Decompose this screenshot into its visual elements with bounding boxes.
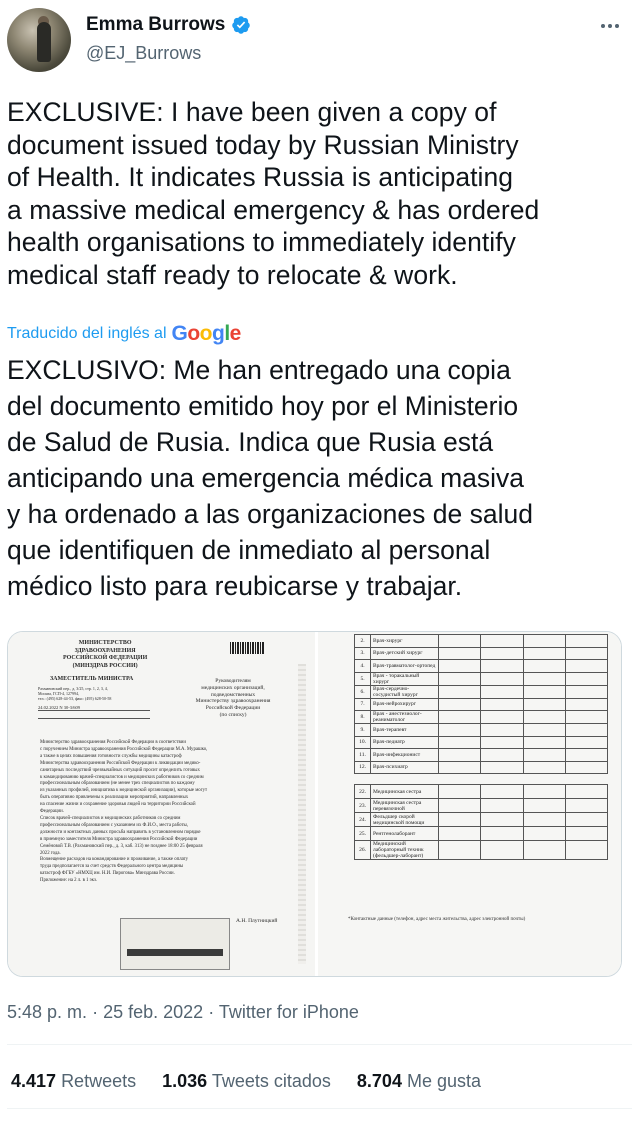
- staff-row-cell: [481, 685, 523, 698]
- staff-row-cell: [481, 785, 523, 799]
- staff-row-role: Медицинская сестра перевязочной: [371, 799, 439, 813]
- staff-row-role: Медицинская сестра: [371, 785, 439, 799]
- staff-row: [355, 761, 608, 774]
- tweet-date[interactable]: 25 feb. 2022: [103, 1002, 204, 1022]
- staff-row-cell: [523, 749, 565, 762]
- staff-row-cell: [523, 813, 565, 827]
- staff-row: [355, 635, 608, 648]
- staff-row-cell: [439, 813, 481, 827]
- staff-row-cell: [439, 724, 481, 737]
- likes-label: Me gusta: [406, 1071, 482, 1091]
- staff-row-cell: [523, 799, 565, 813]
- staff-row-cell: [481, 813, 523, 827]
- staff-table-gap-cell: [355, 774, 608, 785]
- staff-row: [355, 698, 608, 711]
- more-dot: [601, 24, 605, 28]
- staff-row-cell: [439, 736, 481, 749]
- doc-rule: [38, 718, 150, 719]
- staff-row-cell: [481, 647, 523, 660]
- staff-row: [355, 711, 608, 724]
- staff-row-cell: [523, 841, 565, 860]
- translation-text: EXCLUSIVO: Me han entregado una copia del documento emitido hoy por el Ministerio de Salud de Rusia. Indica que Rusia está anticipando una emergencia médica masiva y ha ordenado a las organizaciones de salud que identifiquen de inmediato al personal médico listo para reubicarse y trabajar.: [7, 355, 533, 601]
- staff-row-role: Фельдшер скорой медицинской помощи: [371, 813, 439, 827]
- doc-body: Министерство здравоохранения Российской Федерации в соответствии с поручением Министра здравоохранения Российской Федерации М.А. Мурашко, а также в целях повышения готовности службы медицины катастроф Министерства здравоохранения Российской Федерации к ликвидации медико- санитарных последствий чрезвычайных ситуаций просит определить готовых к командированию врачей-специалистов и медицинских работников со средним профессиональным образованием (не менее трех специалистов по каждому из указанных профилей, инициатива к медицинской организации), которые могут быть оперативно привлечены к реализации мероприятий, направленных на спасение жизни и сохранение здоровья людей на территории Российской Федерации. Список врачей-специалистов и медицинских работников со средним профессиональным образованием с указанием их Ф.И.О., места работы, должности и контактных данных просьба направить в установленном порядке в приемную заместителя Министра здравоохранения Российской Федерации Семёновой Т.В. (Рахмановский пер., д. 3, каб. 313) не позднее 18:00 25 февраля 2022 года. Возмещение расходов на командирование и проживание, а также оплату труда предполагается за счет средств Федерального центра медицины катастроф ФГБУ «НМХЦ им. Н.И. Пирогова» Минздрава России. Приложение: на 2 л. в 1 экз.: [40, 740, 208, 884]
- staff-row-number: 5.: [355, 672, 371, 685]
- staff-row-cell: [439, 672, 481, 685]
- quote-tweets-label: Tweets citados: [211, 1071, 331, 1091]
- staff-row-role: Врач-психиатр: [371, 761, 439, 774]
- quote-tweets-stat[interactable]: [162, 1071, 331, 1092]
- divider: [7, 1044, 632, 1045]
- staff-row: [355, 799, 608, 813]
- staff-row-cell: [565, 711, 607, 724]
- doc-footnote: *Контактные данные (телефон, адрес места жительства, адрес электронной почты): [348, 917, 526, 922]
- staff-row-cell: [565, 736, 607, 749]
- staff-row-cell: [565, 761, 607, 774]
- stamp-bar: [127, 949, 223, 956]
- tweet-header: [0, 0, 632, 80]
- staff-row: [355, 813, 608, 827]
- staff-row-cell: [481, 635, 523, 648]
- doc-address: Рахмановский пер., д. 3/25, стр. 1, 2, 3, 4, Москва, ГСП-4, 127994, тел.: (495) 628-44-53, факс: (495) 628-50-58: [38, 686, 112, 701]
- staff-row-cell: [439, 799, 481, 813]
- more-options-icon[interactable]: [598, 14, 622, 38]
- retweets-count: 4.417: [11, 1071, 57, 1091]
- staff-row: [355, 736, 608, 749]
- avatar[interactable]: [7, 8, 71, 72]
- display-name[interactable]: Emma Burrows: [86, 14, 226, 35]
- staff-row: [355, 749, 608, 762]
- staff-row-cell: [481, 761, 523, 774]
- staff-row-cell: [523, 785, 565, 799]
- google-logo: Google: [171, 322, 241, 345]
- tweet-media[interactable]: [7, 631, 622, 977]
- staff-row-cell: [565, 647, 607, 660]
- tweet-text: EXCLUSIVE: I have been given a copy of document issued today by Russian Ministry of Health. It indicates Russia is anticipating a massive medical emergency & has ordered health organisations to immediately identify medical staff ready to relocate & work.: [7, 97, 540, 290]
- staff-row-cell: [481, 698, 523, 711]
- staff-table-gap: [355, 774, 608, 785]
- barcode-icon: [230, 642, 264, 654]
- doc-letterhead: МИНИСТЕРСТВО ЗДРАВООХРАНЕНИЯ РОССИЙСКОЙ ФЕДЕРАЦИИ (МИНЗДРАВ РОССИИ): [63, 640, 148, 669]
- more-dot: [615, 24, 619, 28]
- staff-row-cell: [439, 685, 481, 698]
- staff-row-role: Врач-инфекционист: [371, 749, 439, 762]
- staff-row-cell: [523, 660, 565, 673]
- staff-row-cell: [439, 660, 481, 673]
- staff-row-role: Врач-нейрохирург: [371, 698, 439, 711]
- staff-row-cell: [565, 635, 607, 648]
- staff-row-role: Врач - торакальный хирург: [371, 672, 439, 685]
- meta-separator: ·: [92, 1002, 99, 1022]
- staff-row-number: 23.: [355, 799, 371, 813]
- staff-row-cell: [565, 749, 607, 762]
- staff-row-number: 24.: [355, 813, 371, 827]
- staff-row-number: 22.: [355, 785, 371, 799]
- doc-recipient: Руководителям медицинских организаций, подведомственных Министерству здравоохранения Российской Федерации (по списку): [195, 678, 271, 718]
- staff-row-cell: [481, 799, 523, 813]
- staff-row-number: 11.: [355, 749, 371, 762]
- staff-row-number: 26.: [355, 841, 371, 860]
- staff-row-role: Врач-терапевт: [371, 724, 439, 737]
- staff-row-number: 6.: [355, 685, 371, 698]
- staff-row-cell: [523, 736, 565, 749]
- staff-row-cell: [523, 711, 565, 724]
- staff-row-cell: [565, 660, 607, 673]
- staff-row-number: 10.: [355, 736, 371, 749]
- likes-count: 8.704: [356, 1071, 402, 1091]
- name-row: [86, 14, 251, 36]
- tweet-time[interactable]: 5:48 p. m.: [7, 1002, 88, 1022]
- staff-row-number: 9.: [355, 724, 371, 737]
- staff-row-cell: [523, 685, 565, 698]
- staff-row-role: Врач-сердечно-сосудистый хирург: [371, 685, 439, 698]
- staff-row-cell: [439, 698, 481, 711]
- staff-row-cell: [439, 749, 481, 762]
- staff-row-cell: [481, 841, 523, 860]
- staff-row-cell: [565, 785, 607, 799]
- page-edge: [298, 664, 306, 964]
- staff-row-number: 4.: [355, 660, 371, 673]
- staff-row-cell: [523, 647, 565, 660]
- staff-row-cell: [523, 698, 565, 711]
- staff-row-cell: [481, 749, 523, 762]
- staff-row-cell: [481, 660, 523, 673]
- tweet-meta: [7, 1002, 359, 1023]
- staff-row-cell: [439, 761, 481, 774]
- staff-row-cell: [565, 841, 607, 860]
- staff-row: [355, 785, 608, 799]
- tweet-source[interactable]: Twitter for iPhone: [218, 1002, 359, 1022]
- staff-row: [355, 660, 608, 673]
- staff-row-cell: [565, 827, 607, 841]
- staff-row-cell: [565, 698, 607, 711]
- staff-row-cell: [565, 799, 607, 813]
- doc-stamp: [120, 918, 230, 970]
- staff-row-cell: [523, 827, 565, 841]
- doc-rule: [38, 710, 150, 711]
- staff-row-cell: [481, 736, 523, 749]
- staff-row-cell: [439, 647, 481, 660]
- staff-row-role: Врач-педиатр: [371, 736, 439, 749]
- staff-row-number: 7.: [355, 698, 371, 711]
- staff-row-cell: [439, 711, 481, 724]
- staff-row-role: Рентгенолаборант: [371, 827, 439, 841]
- meta-separator: ·: [208, 1002, 215, 1022]
- staff-row-role: Врач-травматолог-ортопед: [371, 660, 439, 673]
- doc-date-ref: 24.02.2022 N 30-3/609: [38, 705, 80, 710]
- likes-stat[interactable]: [357, 1071, 481, 1092]
- staff-row-cell: [481, 724, 523, 737]
- translated-label: Traducido del inglés al: [7, 325, 167, 342]
- staff-row-cell: [565, 813, 607, 827]
- document-page-1[interactable]: [8, 632, 318, 976]
- staff-row-cell: [439, 827, 481, 841]
- translated-by[interactable]: [7, 322, 241, 346]
- tweet-stats: [11, 1071, 481, 1092]
- staff-row-cell: [565, 685, 607, 698]
- staff-row-number: 8.: [355, 711, 371, 724]
- staff-row-cell: [565, 672, 607, 685]
- retweets-stat[interactable]: [11, 1071, 136, 1092]
- verified-badge-icon: [231, 15, 251, 35]
- document-page-2[interactable]: [318, 632, 621, 976]
- divider: [7, 1108, 632, 1109]
- staff-row: [355, 724, 608, 737]
- staff-row-number: 12.: [355, 761, 371, 774]
- staff-row-number: 3.: [355, 647, 371, 660]
- staff-row-cell: [481, 827, 523, 841]
- doc-signature: А.Н. Плутницкий: [236, 918, 278, 924]
- staff-row-number: 2.: [355, 635, 371, 648]
- staff-row: [355, 672, 608, 685]
- staff-row-cell: [523, 635, 565, 648]
- staff-row-cell: [523, 724, 565, 737]
- more-dot: [608, 24, 612, 28]
- staff-row-cell: [523, 672, 565, 685]
- avatar-figure: [37, 22, 51, 62]
- staff-row-cell: [439, 635, 481, 648]
- staff-row-role: Врач-детский хирург: [371, 647, 439, 660]
- doc-sender-title: ЗАМЕСТИТЕЛЬ МИНИСТРА: [50, 676, 134, 682]
- user-handle[interactable]: @EJ_Burrows: [86, 43, 202, 63]
- retweets-label: Retweets: [61, 1071, 137, 1091]
- staff-row-cell: [481, 711, 523, 724]
- staff-table: [354, 634, 608, 860]
- staff-row-number: 25.: [355, 827, 371, 841]
- staff-row-cell: [439, 785, 481, 799]
- staff-row-cell: [481, 672, 523, 685]
- staff-row-cell: [439, 841, 481, 860]
- staff-row-role: Врач-хирург: [371, 635, 439, 648]
- quote-tweets-count: 1.036: [162, 1071, 208, 1091]
- staff-row: [355, 647, 608, 660]
- staff-row-cell: [565, 724, 607, 737]
- staff-row-cell: [523, 761, 565, 774]
- staff-row: [355, 827, 608, 841]
- staff-row-role: Врач - анестезиолог-реаниматолог: [371, 711, 439, 724]
- staff-row: [355, 841, 608, 860]
- staff-row: [355, 685, 608, 698]
- staff-row-role: Медицинский лабораторный техник (фельдшер-лаборант): [371, 841, 439, 860]
- stamp-text: [129, 924, 221, 929]
